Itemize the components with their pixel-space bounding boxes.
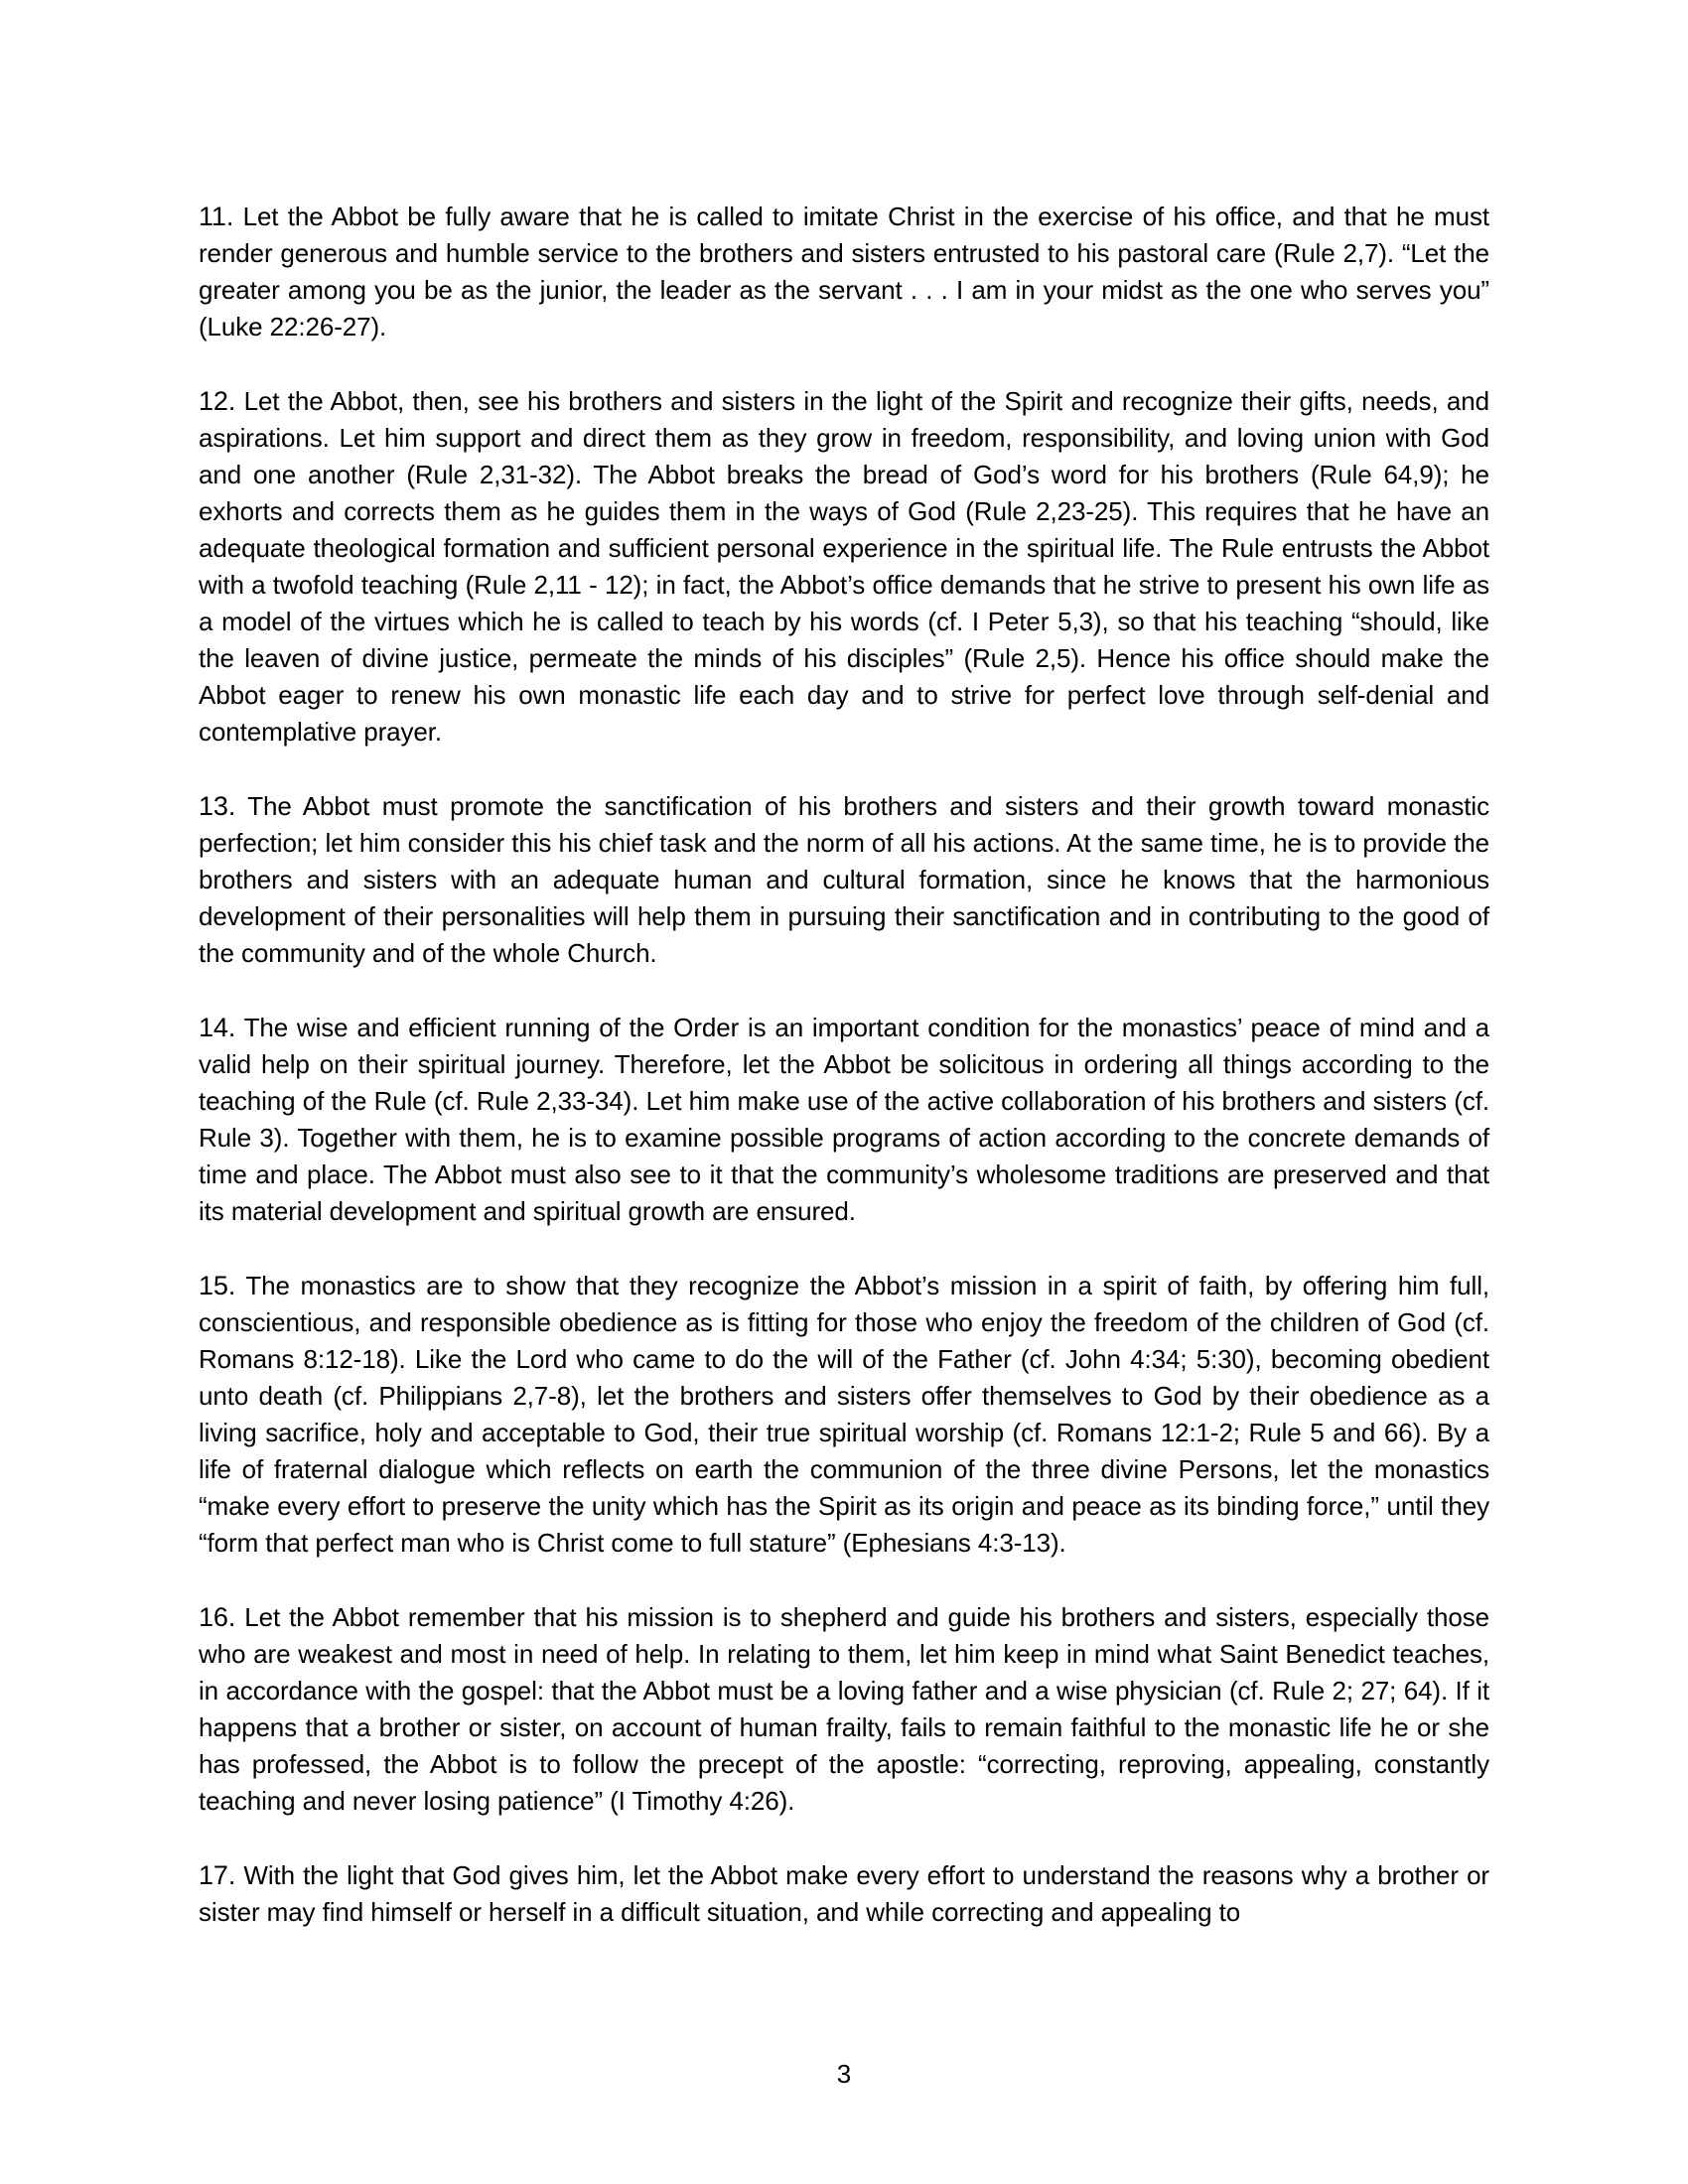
paragraph-15 (199, 1268, 1489, 1562)
paragraph-number: 17. (199, 1860, 236, 1890)
paragraph-11 (199, 199, 1489, 345)
paragraph-text: Let the Abbot, then, see his brothers and sisters in the light of the Spirit and recognize their gifts, needs, and aspirations. Let him support and direct them as they grow in freedom, responsibility, and loving union with God and one another (Rule 2,31-32). The Abbot breaks the bread of God’s word for his brothers (Rule 64,9); he exhorts and corrects them as he guides them in the ways of God (Rule 2,23-25). This requires that he have an adequate theological formation and sufficient personal experience in the spiritual life. The Rule entrusts the Abbot with a twofold teaching (Rule 2,11 - 12); in fact, the Abbot’s office demands that he strive to present his own life as a model of the virtues which he is called to teach by his words (cf. I Peter 5,3), so that his teaching “should, like the leaven of divine justice, permeate the minds of his disciples” (Rule 2,5). Hence his office should make the Abbot eager to renew his own monastic life each day and to strive for perfect love through self-denial and contemplative prayer. (199, 386, 1490, 747)
paragraph-text: The Abbot must promote the sanctification of his brothers and sisters and their growth toward monastic perfection; let him consider this his chief task and the norm of all his actions. At the same time, he is to provide the brothers and sisters with an adequate human and cultural formation, since he knows that the harmonious development of their personalities will help them in pursuing their sanctification and in contributing to the good of the community and of the whole Church. (199, 791, 1489, 968)
paragraph-text: Let the Abbot be fully aware that he is called to imitate Christ in the exercise of his office, and that he must render generous and humble service to the brothers and sisters entrusted to his pastoral care (Rule 2,7). “Let the greater among you be as the junior, the leader as the servant . . . I am in your midst as the one who serves you” (Luke 22:26-27). (199, 202, 1489, 341)
paragraph-text: The monastics are to show that they recognize the Abbot’s mission in a spirit of faith, by offering him full, conscientious, and responsible obedience as is fitting for those who enjoy the freedom of the children of God (cf. Romans 8:12-18). Like the Lord who came to do the will of the Father (cf. John 4:34; 5:30), becoming obedient unto death (cf. Philippians 2,7-8), let the brothers and sisters offer themselves to God by their obedience as a living sacrifice, holy and acceptable to God, their true spiritual worship (cf. Romans 12:1-2; Rule 5 and 66). By a life of fraternal dialogue which reflects on earth the communion of the three divine Persons, let the monastics “make every effort to preserve the unity which has the Spirit as its origin and peace as its binding force,” until they “form that perfect man who is Christ come to full stature” (Ephesians 4:3-13). (199, 1271, 1489, 1558)
paragraph-number: 16. (199, 1602, 236, 1632)
paragraph-text: With the light that God gives him, let the Abbot make every effort to understand the reasons why a brother or sister may find himself or herself in a difficult situation, and while correcting and appealing to (199, 1860, 1489, 1927)
paragraph-17 (199, 1857, 1489, 1931)
paragraph-number: 11. (199, 202, 234, 231)
page-number: 3 (836, 2059, 852, 2089)
paragraph-14 (199, 1010, 1489, 1230)
paragraph-number: 13. (199, 791, 236, 821)
document-body (199, 199, 1489, 1969)
paragraph-text: The wise and efficient running of the Order is an important condition for the monastics’ peace of mind and a valid help on their spiritual journey. Therefore, let the Abbot be solicitous in ordering all things according to the teaching of the Rule (cf. Rule 2,33-34). Let him make use of the active collaboration of his brothers and sisters (cf. Rule 3). Together with them, he is to examine possible programs of action according to the concrete demands of time and place. The Abbot must also see to it that the community’s wholesome traditions are preserved and that its material development and spiritual growth are ensured. (199, 1013, 1489, 1226)
paragraph-12 (199, 383, 1489, 751)
paragraph-number: 14. (199, 1013, 236, 1042)
paragraph-13 (199, 788, 1489, 972)
paragraph-number: 15. (199, 1271, 236, 1300)
paragraph-text: Let the Abbot remember that his mission is to shepherd and guide his brothers and sisters, especially those who are weakest and most in need of help. In relating to them, let him keep in mind what Saint Benedict teaches, in accordance with the gospel: that the Abbot must be a loving father and a wise physician (cf. Rule 2; 27; 64). If it happens that a brother or sister, on account of human frailty, fails to remain faithful to the monastic life he or she has professed, the Abbot is to follow the precept of the apostle: “correcting, reproving, appealing, constantly teaching and never losing patience” (I Timothy 4:26). (199, 1602, 1490, 1816)
paragraph-number: 12. (199, 386, 236, 416)
paragraph-16 (199, 1599, 1489, 1820)
